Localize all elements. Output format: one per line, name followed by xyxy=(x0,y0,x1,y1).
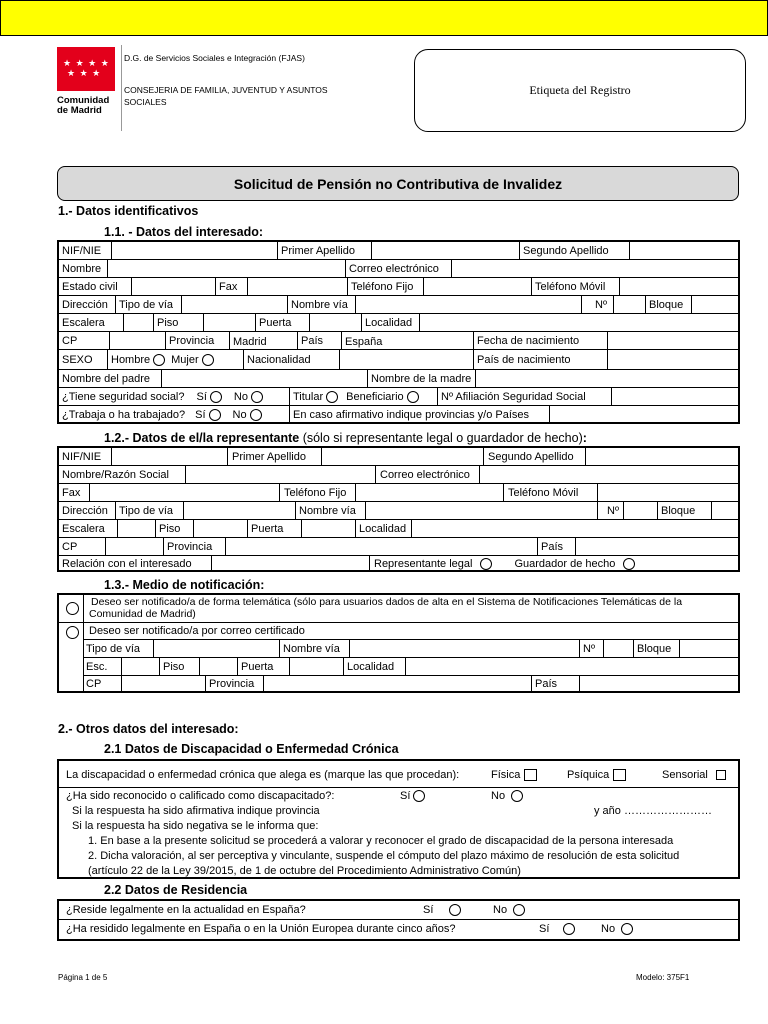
label-ap1: Primer Apellido xyxy=(277,242,355,259)
rep-bloque-field[interactable] xyxy=(711,502,738,519)
rep-num-input[interactable] xyxy=(623,502,657,519)
label-tmovil: Teléfono Móvil xyxy=(531,278,605,295)
estado-field[interactable] xyxy=(131,278,215,295)
label-si: Sí xyxy=(423,904,434,916)
nif-field[interactable] xyxy=(111,242,277,259)
label-estado: Estado civil xyxy=(62,280,118,293)
label-titular: Titular xyxy=(293,390,324,403)
label-bloque: Bloque xyxy=(645,296,683,313)
guardador-radio[interactable] xyxy=(623,558,635,570)
reside-question: ¿Reside legalmente en la actualidad en España? xyxy=(66,904,306,916)
label-pais: País xyxy=(531,676,557,692)
label-bloque: Bloque xyxy=(657,502,695,519)
label-correo: Correo electrónico xyxy=(345,260,439,277)
p1-text: 1. En base a la presente solicitud se procederá a valorar y reconocer el grado de discapacidad de la persona interesada xyxy=(88,835,674,847)
disc-question: La discapacidad o enfermedad crónica que alega es (marque las que procedan): xyxy=(66,769,460,781)
label-bloque: Bloque xyxy=(633,640,671,657)
piso-field[interactable] xyxy=(203,314,255,331)
trabaja-no-radio[interactable] xyxy=(250,409,262,421)
label-relacion: Relación con el interesado xyxy=(62,558,192,570)
rep-piso-field[interactable] xyxy=(193,520,247,537)
section11-heading: 1.1. - Datos del interesado: xyxy=(104,225,264,239)
label-tipovia: Tipo de vía xyxy=(86,642,141,655)
label-trabaja: ¿Trabaja o ha trabajado? xyxy=(62,409,186,421)
psiquica-checkbox[interactable] xyxy=(613,769,626,781)
reconocido-si-radio[interactable] xyxy=(413,790,425,802)
rep-cp-field[interactable] xyxy=(105,538,163,555)
provincia-value[interactable]: Madrid xyxy=(229,332,297,349)
label-localidad: Localidad xyxy=(361,314,412,331)
cert-address xyxy=(83,639,738,691)
label-puerta: Puerta xyxy=(255,314,291,331)
title-text: Solicitud de Pensión no Contributiva de Invalidez xyxy=(233,175,563,192)
rep-localidad-field[interactable] xyxy=(411,520,738,537)
s12-bold: 1.2.- Datos de el/la representante xyxy=(104,431,300,445)
titular-radio[interactable] xyxy=(326,391,338,403)
bloque-field[interactable] xyxy=(691,296,738,313)
residido-no-radio[interactable] xyxy=(621,923,633,935)
label-nombrevia: Nombre vía xyxy=(279,640,340,657)
label-mujer: Mujer xyxy=(171,353,199,366)
label-cp: CP xyxy=(62,540,78,553)
rep-tmovil-field[interactable] xyxy=(597,484,738,501)
rep-ap2-field[interactable] xyxy=(585,448,738,465)
label-no: No xyxy=(233,390,248,403)
replegal-radio[interactable] xyxy=(480,558,492,570)
label-cp: CP xyxy=(86,678,102,690)
escalera-field[interactable] xyxy=(123,314,153,331)
label-tipovia: Tipo de vía xyxy=(115,502,173,519)
label-esc: Esc. xyxy=(86,660,108,673)
n-puerta-field[interactable] xyxy=(289,658,343,675)
tipovia-field[interactable] xyxy=(181,296,287,313)
row-line xyxy=(59,919,738,920)
label-sexo: SEXO xyxy=(62,353,93,366)
beneficiario-radio[interactable] xyxy=(407,391,419,403)
rep-provincia-field[interactable] xyxy=(225,538,537,555)
label-madre: Nombre de la madre xyxy=(367,370,471,387)
pais-value[interactable]: España xyxy=(341,332,473,349)
section13-heading: 1.3.- Medio de notificación: xyxy=(104,578,265,592)
telematica-radio[interactable] xyxy=(66,602,79,615)
label-ap2: Segundo Apellido xyxy=(483,448,574,465)
label-direccion: Dirección xyxy=(62,298,108,311)
rep-fax-field[interactable] xyxy=(89,484,279,501)
label-correo: Correo electrónico xyxy=(375,466,470,483)
residencia-box xyxy=(57,899,740,941)
cp-field[interactable] xyxy=(109,332,165,349)
label-psiquica: Psíquica xyxy=(567,769,610,781)
fax-field[interactable] xyxy=(247,278,347,295)
label-localidad: Localidad xyxy=(355,520,406,537)
rep-nif-field[interactable] xyxy=(111,448,227,465)
label-sensorial: Sensorial xyxy=(662,769,708,781)
rep-razon-field[interactable] xyxy=(185,466,375,483)
label-no: No xyxy=(491,790,506,802)
label-tfijo: Teléfono Fijo xyxy=(279,484,346,501)
tmovil-field[interactable] xyxy=(619,278,738,295)
label-tmovil: Teléfono Móvil xyxy=(503,484,578,501)
n-nombrevia-field[interactable] xyxy=(349,640,579,657)
label-no: No xyxy=(232,409,247,421)
label-afiliacion: Nº Afiliación Seguridad Social xyxy=(437,388,586,405)
label-pais: País xyxy=(297,332,323,349)
pnac-field[interactable] xyxy=(607,350,738,369)
label-tipovia: Tipo de vía xyxy=(115,296,173,313)
label-provincia: Provincia xyxy=(165,332,214,349)
fnac-field[interactable] xyxy=(607,332,738,349)
seguridad-si-radio[interactable] xyxy=(210,391,222,403)
label-si: Sí xyxy=(196,390,207,403)
rep-relacion-field[interactable] xyxy=(211,556,369,572)
reside-si-radio[interactable] xyxy=(449,904,461,916)
rep-tipovia-field[interactable] xyxy=(183,502,295,519)
rep-nombrevia-field[interactable] xyxy=(365,502,597,519)
nombrevia-field[interactable] xyxy=(355,296,581,313)
telematica-text: Deseo ser notificado/a de forma telemática (sólo para usuarios dados de alta en el Sistema de Notificaciones Telemáticas de la Comunidad de Madrid) xyxy=(89,596,683,620)
n-provincia-field[interactable] xyxy=(263,676,531,692)
section1-heading: 1.- Datos identificativos xyxy=(58,204,199,218)
n-localidad-field[interactable] xyxy=(405,658,738,675)
certificado-radio[interactable] xyxy=(66,626,79,639)
divider xyxy=(121,45,122,131)
trabaja-si-radio[interactable] xyxy=(209,409,221,421)
label-ap2: Segundo Apellido xyxy=(519,242,609,259)
rep-num-field[interactable] xyxy=(597,502,623,519)
label-si: Sí xyxy=(539,923,550,935)
section2-heading: 2.- Otros datos del interesado: xyxy=(58,722,239,736)
label-tfijo: Teléfono Fijo xyxy=(347,278,413,295)
label-no: No xyxy=(493,904,508,916)
flag-icon: ★ ★ ★ ★ ★ ★ ★ xyxy=(57,47,115,91)
notificacion-table xyxy=(57,593,740,693)
label-replegal: Representante legal xyxy=(374,558,473,570)
label-fnac: Fecha de nacimiento xyxy=(473,332,579,349)
afirm-text: Si la respuesta ha sido afirmativa indique provincia xyxy=(72,805,320,817)
afirmativo-field[interactable] xyxy=(549,406,738,424)
n-piso-field[interactable] xyxy=(199,658,237,675)
s12-note: (sólo si representante legal o guardador de hecho) xyxy=(299,431,583,445)
row-line xyxy=(59,787,738,788)
page-number: Página 1 de 5 xyxy=(58,973,108,982)
label-escalera: Escalera xyxy=(62,522,105,535)
logo-text: Comunidad de Madrid xyxy=(57,95,110,116)
mujer-radio[interactable] xyxy=(202,354,214,366)
label-localidad: Localidad xyxy=(343,658,394,675)
representante-table xyxy=(57,446,740,572)
label-fax: Fax xyxy=(62,486,81,499)
label-piso: Piso xyxy=(155,520,180,537)
localidad-field[interactable] xyxy=(419,314,738,331)
label-num: Nº xyxy=(607,504,619,517)
label-nombrevia: Nombre vía xyxy=(287,296,348,313)
label-provincia: Provincia xyxy=(163,538,212,555)
puerta-field[interactable] xyxy=(309,314,361,331)
p3-text: (artículo 22 de la Ley 39/2015, de 1 de octubre del Procedimiento Administrativo Común) xyxy=(88,865,521,877)
rep-pais-field[interactable] xyxy=(575,538,738,555)
label-hombre: Hombre xyxy=(111,353,151,366)
neg-text: Si la respuesta ha sido negativa se le informa que: xyxy=(72,820,319,832)
label-beneficiario: Beneficiario xyxy=(346,390,404,403)
label-fax: Fax xyxy=(215,278,237,295)
ap1-field[interactable] xyxy=(371,242,519,259)
section22-heading: 2.2 Datos de Residencia xyxy=(104,883,248,897)
label-guardador: Guardador de hecho xyxy=(514,558,616,570)
reconocido-question: ¿Ha sido reconocido o calificado como discapacitado?: xyxy=(66,790,335,802)
fisica-checkbox[interactable] xyxy=(524,769,537,781)
p2-text: 2. Dicha valoración, al ser perceptiva y vinculante, suspende el cómputo del plazo máximo de resolución de esta solicitud xyxy=(88,850,680,862)
rep-escalera-field[interactable] xyxy=(117,520,155,537)
rep-tfijo-field[interactable] xyxy=(355,484,503,501)
rep-ap1-field[interactable] xyxy=(321,448,483,465)
label-puerta: Puerta xyxy=(247,520,283,537)
label-razon: Nombre/Razón Social xyxy=(62,468,169,481)
n-bloque-field[interactable] xyxy=(679,640,738,657)
label-no: No xyxy=(601,923,616,935)
label-num: Nº xyxy=(595,298,607,311)
n-num-field[interactable] xyxy=(603,640,633,657)
label-si: Sí xyxy=(195,409,206,421)
num-input[interactable] xyxy=(613,296,645,313)
anio-text[interactable]: y año …………………… xyxy=(594,805,712,817)
registry-label: Etiqueta del Registro xyxy=(529,83,631,97)
dg-text: D.G. de Servicios Sociales e Integración (FJAS) xyxy=(124,53,305,63)
label-escalera: Escalera xyxy=(62,316,105,329)
padre-field[interactable] xyxy=(161,370,367,387)
section21-heading: 2.1 Datos de Discapacidad o Enfermedad Crónica xyxy=(104,742,399,756)
label-puerta: Puerta xyxy=(237,658,273,675)
label-nombrevia: Nombre vía xyxy=(295,502,356,519)
label-direccion: Dirección xyxy=(62,504,108,517)
hombre-radio[interactable] xyxy=(153,354,165,366)
tfijo-field[interactable] xyxy=(423,278,531,295)
reside-no-radio[interactable] xyxy=(513,904,525,916)
label-si: Sí xyxy=(400,790,411,802)
label-num: Nº xyxy=(579,640,595,657)
certificado-text: Deseo ser notificado/a por correo certificado xyxy=(89,625,305,637)
label-nacionalidad: Nacionalidad xyxy=(243,350,311,369)
label-nif: NIF/NIE xyxy=(62,450,102,463)
n-esc-field[interactable] xyxy=(121,658,159,675)
model-number: Modelo: 375F1 xyxy=(636,973,690,982)
madre-field[interactable] xyxy=(475,370,738,387)
label-provincia: Provincia xyxy=(205,676,254,692)
label-nombre: Nombre xyxy=(62,262,102,275)
nacionalidad-field[interactable] xyxy=(339,350,473,369)
residido-question: ¿Ha residido legalmente en España o en la Unión Europea durante cinco años? xyxy=(66,923,456,935)
page-title xyxy=(57,166,739,201)
row-line xyxy=(59,622,738,623)
label-pais: País xyxy=(537,538,563,555)
n-pais-field[interactable] xyxy=(579,676,738,692)
discapacidad-box xyxy=(57,759,740,879)
seguridad-no-radio[interactable] xyxy=(251,391,263,403)
label-cp: CP xyxy=(62,334,78,347)
nombre-field[interactable] xyxy=(107,260,345,277)
n-cp-field[interactable] xyxy=(121,676,205,692)
label-ap1: Primer Apellido xyxy=(227,448,306,465)
label-fisica: Física xyxy=(491,769,521,781)
ap2-field[interactable] xyxy=(629,242,738,259)
num-field[interactable] xyxy=(581,296,613,313)
afiliacion-field[interactable] xyxy=(611,388,738,405)
reconocido-no-radio[interactable] xyxy=(511,790,523,802)
correo-field[interactable] xyxy=(451,260,738,277)
sensorial-checkbox[interactable] xyxy=(716,770,726,780)
s12-colon: : xyxy=(582,431,587,445)
top-banner xyxy=(0,0,768,36)
section12-heading xyxy=(104,431,587,445)
rep-correo-field[interactable] xyxy=(479,466,738,483)
label-afirmativo: En caso afirmativo indique provincias y/o Países xyxy=(289,406,529,424)
rep-puerta-field[interactable] xyxy=(301,520,355,537)
label-nif: NIF/NIE xyxy=(62,244,102,257)
label-pnac: País de nacimiento xyxy=(473,350,571,369)
registry-label-box xyxy=(414,49,746,132)
label-padre: Nombre del padre xyxy=(62,372,151,385)
label-piso: Piso xyxy=(153,314,178,331)
residido-si-radio[interactable] xyxy=(563,923,575,935)
logo xyxy=(57,47,117,117)
interesado-table xyxy=(57,240,740,424)
consejeria-text: CONSEJERIA DE FAMILIA, JUVENTUD Y ASUNTOS SOCIALES xyxy=(124,85,328,107)
n-tipovia-field[interactable] xyxy=(153,640,279,657)
label-seguridad: ¿Tiene seguridad social? xyxy=(62,390,185,403)
label-piso: Piso xyxy=(159,658,184,675)
